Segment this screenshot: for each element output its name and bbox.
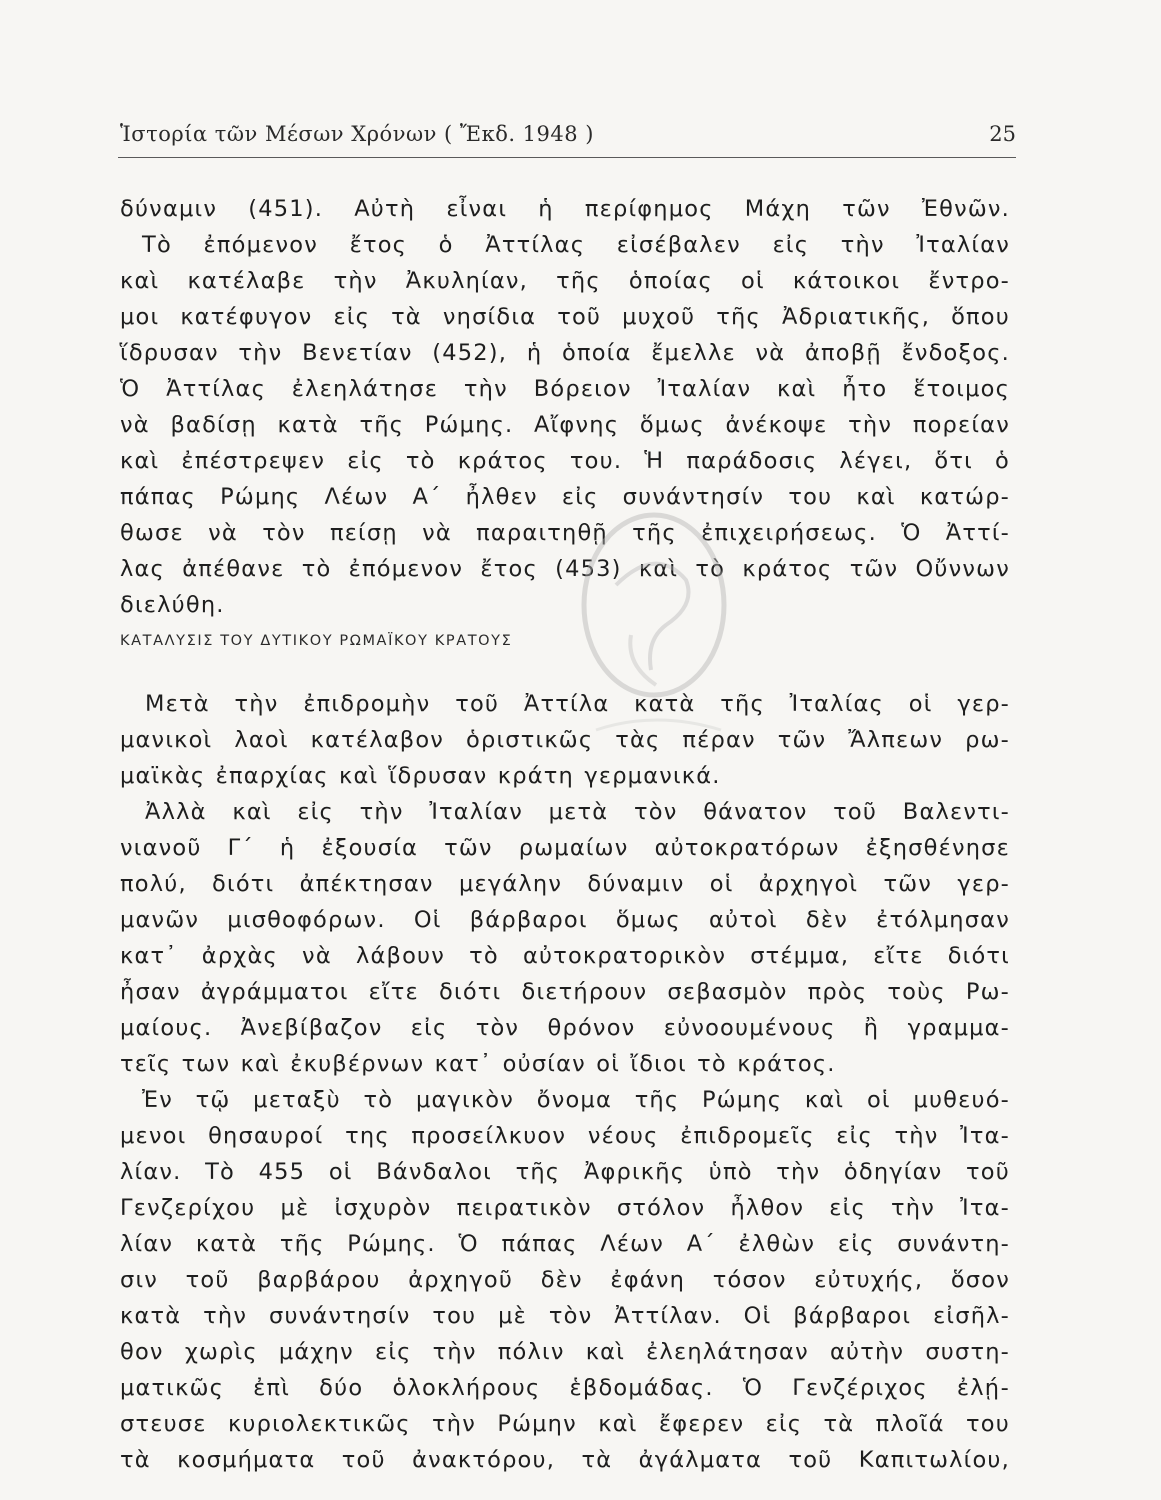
text-line: Ἀλλὰ καὶ εἰς τὴν Ἰταλίαν μετὰ τὸν θάνατον τοῦ Βαλεντι- — [145, 799, 1010, 825]
text-line: ἵδρυσαν τὴν Βενετίαν (452), ἡ ὁποία ἔμελλε νὰ ἀποβῇ ἔνδοξος. — [120, 340, 1010, 366]
text-line: νιανοῦ Γ΄ ἡ ἐξουσία τῶν ρωμαίων αὐτοκρατόρων ἐξησθένησε — [120, 835, 1010, 861]
text-line: μανικοὶ λαοὶ κατέλαβον ὁριστικῶς τὰς πέραν τῶν Ἄλπεων ρω- — [120, 727, 1010, 753]
text-line: στευσε κυριολεκτικῶς τὴν Ρώμην καὶ ἔφερεν εἰς τὰ πλοῖά του — [120, 1411, 1010, 1437]
running-header — [120, 122, 1016, 152]
page-number: 25 — [989, 122, 1016, 146]
text-line: μαϊκὰς ἐπαρχίας καὶ ἵδρυσαν κράτη γερμανικά. — [120, 763, 721, 789]
text-line: κατ᾿ ἀρχὰς νὰ λάβουν τὸ αὐτοκρατορικὸν στέμμα, εἴτε διότι — [120, 943, 1010, 969]
text-line: μανῶν μισθοφόρων. Οἱ βάρβαροι ὅμως αὐτοὶ δὲν ἐτόλμησαν — [120, 907, 1010, 933]
text-line: τὰ κοσμήματα τοῦ ἀνακτόρου, τὰ ἀγάλματα τοῦ Καπιτωλίου, — [120, 1447, 1010, 1473]
text-line: ματικῶς ἐπὶ δύο ὁλοκλήρους ἑβδομάδας. Ὁ Γενζέριχος ἐλῄ- — [120, 1375, 1010, 1401]
text-line: Τὸ ἐπόμενον ἔτος ὁ Ἀττίλας εἰσέβαλεν εἰς τὴν Ἰταλίαν — [142, 232, 1010, 258]
text-line: Ἐν τῷ μεταξὺ τὸ μαγικὸν ὄνομα τῆς Ρώμης καὶ οἱ μυθευό- — [142, 1087, 1010, 1113]
text-line: νὰ βαδίσῃ κατὰ τῆς Ρώμης. Αἴφνης ὅμως ἀνέκοψε τὴν πορείαν — [120, 412, 1010, 438]
header-rule — [118, 157, 1016, 158]
text-line: Ὁ Ἀττίλας ἐλεηλάτησε τὴν Βόρειον Ἰταλίαν καὶ ἦτο ἕτοιμος — [120, 376, 1010, 402]
section-heading: ΚΑΤΑΛΥΣΙΣ ΤΟΥ ΔΥΤΙΚΟΥ ΡΩΜΑΪΚΟΥ ΚΡΑΤΟΥΣ — [120, 633, 513, 649]
text-line: θον χωρὶς μάχην εἰς τὴν πόλιν καὶ ἐλεηλάτησαν αὐτὴν συστη- — [120, 1339, 1010, 1365]
text-line: σιν τοῦ βαρβάρου ἀρχηγοῦ δὲν ἐφάνη τόσον εὐτυχής, ὅσον — [120, 1267, 1010, 1293]
text-line: πολύ, διότι ἀπέκτησαν μεγάλην δύναμιν οἱ ἀρχηγοὶ τῶν γερ- — [120, 871, 1010, 897]
running-title: Ἱστορία τῶν Μέσων Χρόνων ( Ἔκδ. 1948 ) — [120, 122, 594, 146]
text-line: κατὰ τὴν συνάντησίν του μὲ τὸν Ἀττίλαν. Οἱ βάρβαροι εἰσῆλ- — [120, 1303, 1010, 1329]
text-line: καὶ κατέλαβε τὴν Ἀκυληίαν, τῆς ὁποίας οἱ κάτοικοι ἔντρο- — [120, 268, 1010, 294]
text-line: θωσε νὰ τὸν πείσῃ νὰ παραιτηθῇ τῆς ἐπιχειρήσεως. Ὁ Ἀττί- — [120, 520, 1010, 546]
text-line: ἦσαν ἀγράμματοι εἴτε διότι διετήρουν σεβασμὸν πρὸς τοὺς Ρω- — [120, 979, 1010, 1005]
text-line: μοι κατέφυγον εἰς τὰ νησίδια τοῦ μυχοῦ τῆς Ἀδριατικῆς, ὅπου — [120, 304, 1010, 330]
text-line: λας ἀπέθανε τὸ ἐπόμενον ἔτος (453) καὶ τὸ κράτος τῶν Οὔννων — [120, 556, 1010, 582]
text-line: καὶ ἐπέστρεψεν εἰς τὸ κράτος του. Ἡ παράδοσις λέγει, ὅτι ὁ — [120, 448, 1010, 474]
text-line: Μετὰ τὴν ἐπιδρομὴν τοῦ Ἀττίλα κατὰ τῆς Ἰταλίας οἱ γερ- — [145, 691, 1010, 717]
text-line: διελύθη. — [120, 592, 225, 618]
text-line: πάπας Ρώμης Λέων Α΄ ἦλθεν εἰς συνάντησίν του καὶ κατώρ- — [120, 484, 1010, 510]
text-line: λίαν κατὰ τῆς Ρώμης. Ὁ πάπας Λέων Α΄ ἐλθὼν εἰς συνάντη- — [120, 1231, 1010, 1257]
text-line: δύναμιν (451). Αὐτὴ εἶναι ἡ περίφημος Μάχη τῶν Ἐθνῶν. — [120, 196, 1010, 222]
text-line: μενοι θησαυροί της προσείλκυον νέους ἐπιδρομεῖς εἰς τὴν Ἰτα- — [120, 1123, 1010, 1149]
text-line: μαίους. Ἀνεβίβαζον εἰς τὸν θρόνον εὐνοουμένους ἢ γραμμα- — [120, 1015, 1010, 1041]
text-line: λίαν. Τὸ 455 οἱ Βάνδαλοι τῆς Ἀφρικῆς ὑπὸ τὴν ὁδηγίαν τοῦ — [120, 1159, 1010, 1185]
text-line: τεῖς των καὶ ἐκυβέρνων κατ᾿ οὐσίαν οἱ ἴδιοι τὸ κράτος. — [120, 1051, 836, 1077]
text-line: Γενζερίχου μὲ ἰσχυρὸν πειρατικὸν στόλον ἦλθον εἰς τὴν Ἰτα- — [120, 1195, 1010, 1221]
